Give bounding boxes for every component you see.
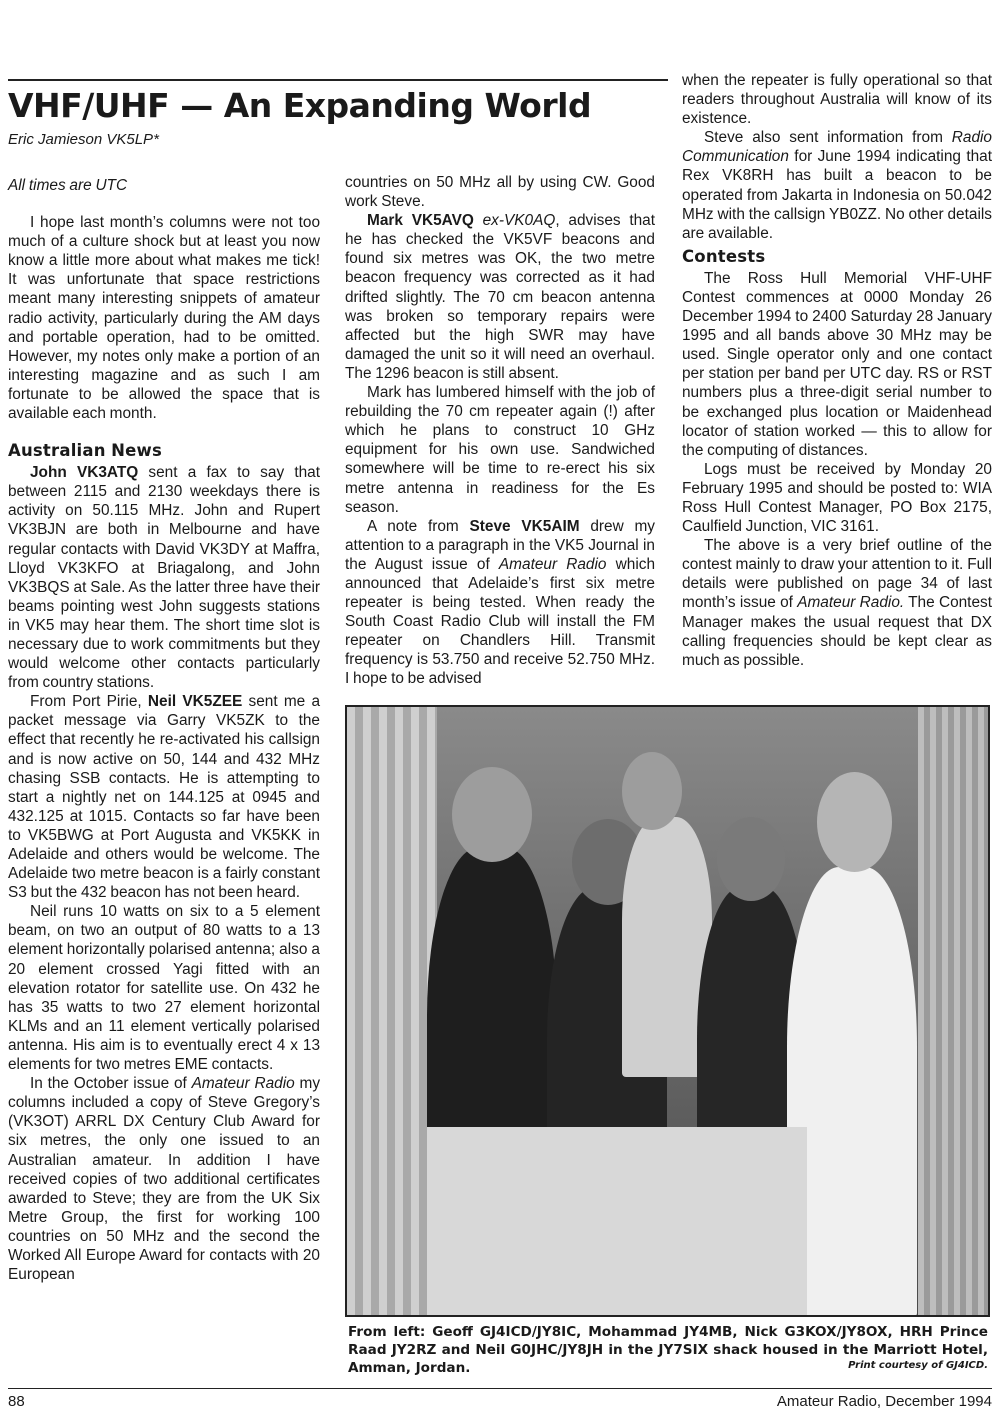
photo-credit: Print courtesy of GJ4ICD. [848, 1360, 988, 1371]
continued-text: countries on 50 MHz all by using CW. Good work Steve. [345, 174, 655, 211]
intro-paragraph: I hope last month’s columns were not too much of a culture shock but at least you now know a little more about what makes me tick! It was unfortunate that space restrictions meant many interesting snippets of amateur radio activity, particularly during the AM days and portable operation, had to be omitted. However, my notes only make a portion of an interesting magazine and as such I am fortunate to be allowed the space that is available each month. [8, 214, 320, 423]
column-3 [682, 71, 992, 670]
photo-head-3 [622, 752, 682, 830]
photo-head-5 [817, 772, 892, 872]
column-2 [345, 173, 655, 689]
heading-australian-news: Australian News [8, 441, 162, 461]
photo-curtain-right [918, 707, 988, 1317]
paragraph-steve-awards: In the October issue of Amateur Radio my columns included a copy of Steve Gregory’s (VK3OT) ARRL DX Century Club Award for six metres, the only one issued to an Australian amateur. In addition I have received copies of two additional certificates awarded to Steve; they are from the UK Six Metre Group, the first for working 100 countries on 50 MHz and the second the Worked All Europe Award for contacts with 20 European [8, 1075, 321, 1284]
paragraph-logs: Logs must be received by Monday 20 February 1995 and should be posted to: WIA Ross Hull Contest Manager, PO Box 2175, Caulfield Junction, VIC 3161. [682, 460, 992, 536]
paragraph-neil-equipment: Neil runs 10 watts on six to a 5 element beam, on two an output of 80 watts to a 13 element horizontally polarised antenna; also a 20 element crossed Yagi fitted with an elevation rotator for satellite use. On 432 he has 35 watts to two 27 element horizontal KLMs and an 11 element vertically polarised antenna. His aim is to eventually erect 4 x 13 elements for two metres EME contacts. [8, 903, 320, 1074]
photo-head-4 [717, 817, 785, 901]
photo-caption: From left: Geoff GJ4ICD/JY8IC, Mohammad JY4MB, Nick G3KOX/JY8OX, HRH Prince Raad JY2RZ and Neil G0JHC/JY8JH in the JY7SIX shack housed in the Marriott Hotel, Amman, Jordan. [348, 1324, 988, 1376]
column-1 [8, 176, 320, 1284]
footer-rule [8, 1388, 992, 1389]
heading-contests: Contests [682, 246, 766, 266]
title-rule [8, 79, 668, 81]
author-byline: Eric Jamieson VK5LP* [8, 131, 159, 148]
continued-text: when the repeater is fully operational so that readers throughout Australia will know of its existence. [682, 72, 992, 128]
photo-curtain-left [347, 707, 437, 1317]
paragraph-mark: Mark VK5AVQ ex-VK0AQ, advises that he has checked the VK5VF beacons and found six metres was OK, the two metre beacon frequency was corrected as it had drifted slightly. The 70 cm beacon antenna was broken so temporary repairs were affected but the high SWR may have damaged the unit so it will need an overhaul. The 1296 beacon is still absent. [345, 212, 656, 382]
photo-table-equipment [427, 1127, 807, 1317]
paragraph-contest-outline: The above is a very brief outline of the contest mainly to draw your attention to it. Full details were published on page 34 of last month’s issue of Amateur Radio. The Contest Manager makes the usual request that DX calling frequencies should be kept clear as much as possible. [682, 537, 992, 669]
paragraph-mark-repeater: Mark has lumbered himself with the job of rebuilding the 70 cm repeater again (!) after which he plans to construct 10 GHz equipment for his own use. Sandwiched somewhere will be time to re-erect his six metre antenna in readiness for the Es season. [345, 384, 655, 516]
photo-head-1 [452, 767, 532, 862]
article-title: VHF/UHF — An Expanding World [8, 86, 592, 125]
paragraph-beacon-jakarta: Steve also sent information from Radio Communication for June 1994 indicating that Rex VK8RH has built a beacon to be operated from Jakarta in Indonesia on 50.042 MHz with the callsign YB0ZZ. No other details are available. [682, 129, 992, 242]
paragraph-ross-hull: The Ross Hull Memorial VHF-UHF Contest commences at 0000 Monday 26 December 1994 to 2400 Saturday 28 January 1995 and all bands above 30 MHz may be used. Single operator only and one contact per station per band per UTC day. RS or RST numbers plus a three-digit serial number to be exchanged plus location or Maidenhead locator of station worked — this to allow for the computing of distances. [682, 269, 992, 459]
paragraph-john: John VK3ATQ sent a fax to say that between 2115 and 2130 weekdays there is activity on 50.115 MHz. John and Rupert VK3BJN are both in Melbourne and have regular contacts with David VK3DY at Maffra, Lloyd VK3KFO at Briagalong, and John VK3BQS at Sale. As the latter three have their beams pointing west John suggests stations in VK5 may hear them. The short time slot is necessary due to work commitments but they would welcome other contacts particularly from country stations. [8, 464, 320, 692]
paragraph-neil: From Port Pirie, Neil VK5ZEE sent me a packet message via Garry VK5ZK to the effect that recently he re-activated his callsign and is now active on 50, 144 and 432 MHz chasing SSB contacts. He is attempting to start a nightly net on 144.125 at 0945 and 432.125 at 1015. Contacts so far have been to VK5BWG at Port Augusta and VK5KK in Adelaide and others would be welcome. The Adelaide two metre beacon is a fairly constant S3 but the 432 beacon has not been heard. [8, 693, 321, 902]
publication-footer: Amateur Radio, December 1994 [776, 1393, 992, 1410]
page-number: 88 [8, 1393, 25, 1410]
paragraph-steve-vk5aim: A note from Steve VK5AIM drew my attention to a paragraph in the VK5 Journal in the August issue of Amateur Radio which announced that Adelaide’s first six metre repeater is being tested. When ready the South Coast Radio Club will install the FM repeater on Chandlers Hill. Transmit frequency is 53.750 and receive 52.750 MHz. I hope to be advised [345, 517, 656, 688]
times-note: All times are UTC [8, 177, 128, 194]
group-photo [345, 705, 990, 1317]
